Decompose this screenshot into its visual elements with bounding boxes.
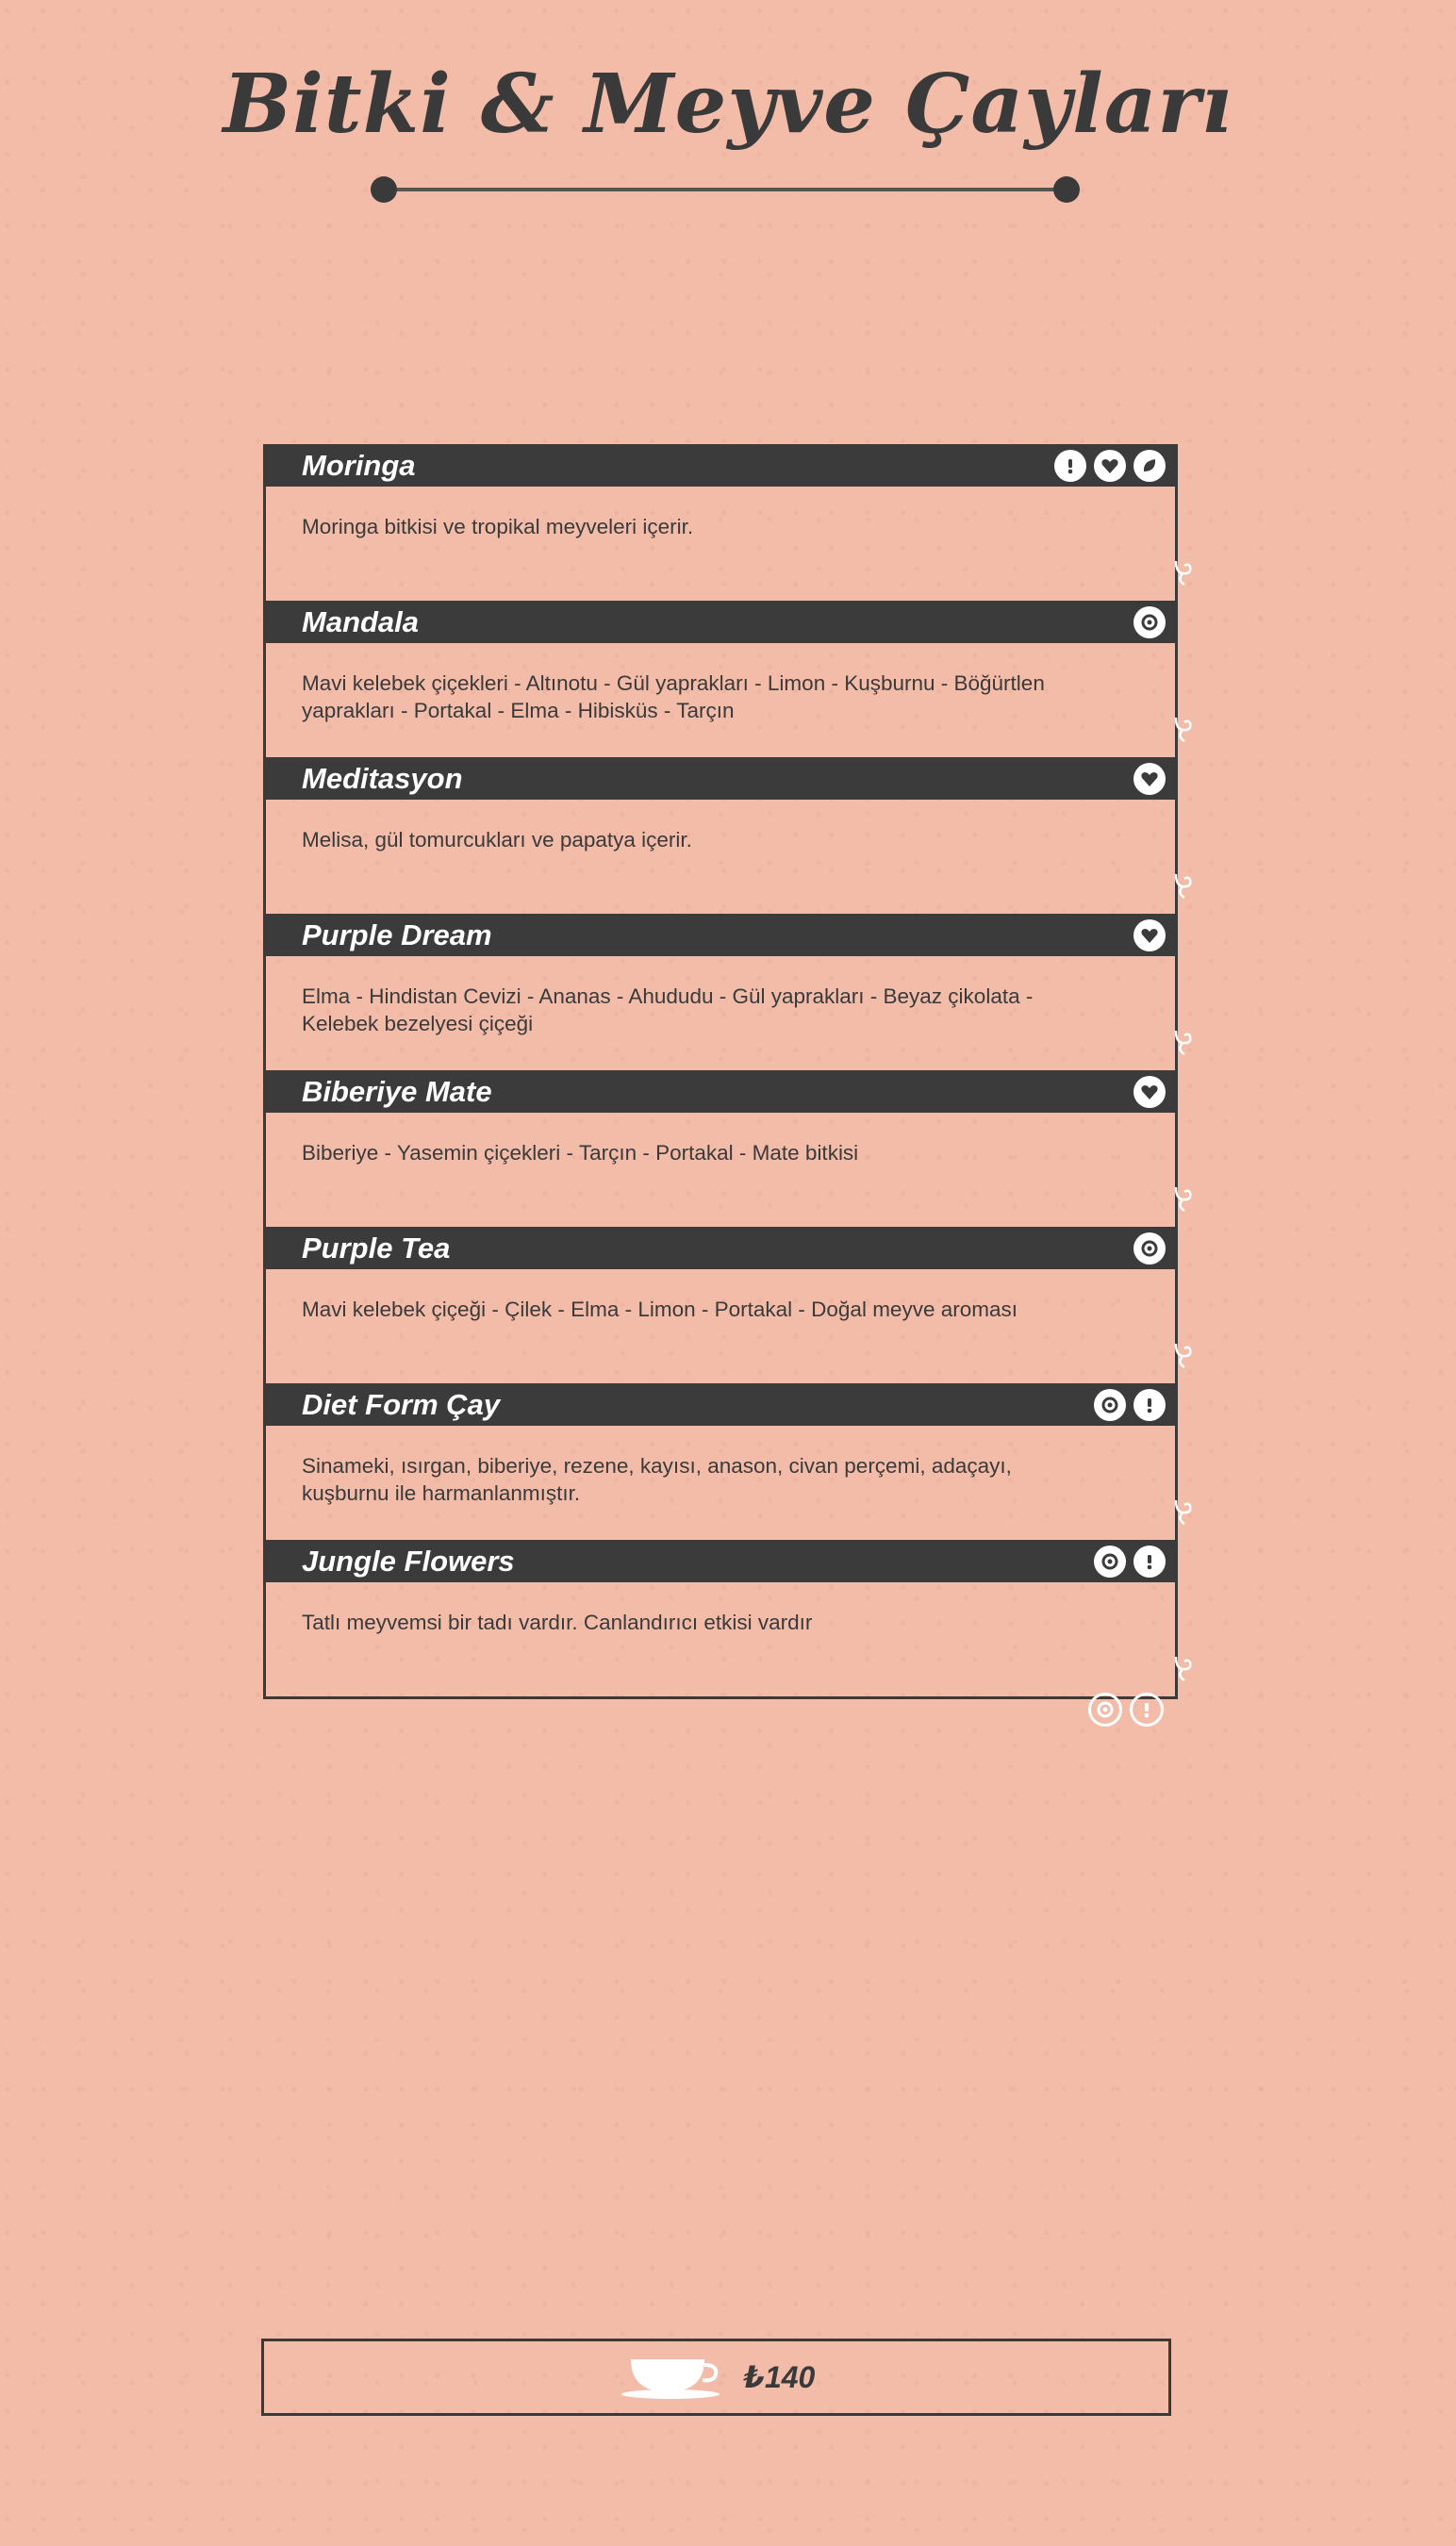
menu-item xyxy=(266,601,1175,757)
menu-item-description: Mavi kelebek çiçeği - Çilek - Elma - Limon - Portakal - Doğal meyve aroması xyxy=(302,1298,1018,1321)
footer-icons xyxy=(1088,1693,1164,1727)
flower-icon xyxy=(1133,1232,1166,1265)
menu-item-name: Mandala xyxy=(302,604,420,638)
menu-item-description: Biberiye - Yasemin çiçekleri - Tarçın - Portakal - Mate bitkisi xyxy=(302,1141,859,1165)
menu-item xyxy=(266,914,1175,1070)
menu-item-header xyxy=(266,914,1175,956)
tea-bag-string-icon xyxy=(1173,1342,1198,1370)
info-icon xyxy=(1133,1389,1166,1421)
menu-item xyxy=(266,1540,1175,1696)
menu-item-header xyxy=(266,757,1175,800)
menu-item-icons xyxy=(1133,1232,1166,1265)
menu-item-header xyxy=(266,444,1175,487)
tea-bag-string-icon xyxy=(1173,1029,1198,1057)
menu-item-description: Elma - Hindistan Cevizi - Ananas - Ahududu - Gül yaprakları - Beyaz çikolata - Kelebek bezelyesi çiçeği xyxy=(302,984,1034,1035)
menu-item-icons xyxy=(1094,1546,1166,1578)
menu-item-name: Jungle Flowers xyxy=(302,1544,515,1578)
menu-item-description: Melisa, gül tomurcukları ve papatya içerir. xyxy=(302,828,692,851)
menu-item-header xyxy=(266,1227,1175,1269)
flower-icon xyxy=(1088,1693,1122,1727)
menu-item xyxy=(266,757,1175,914)
heart-icon xyxy=(1094,450,1126,482)
tea-bag-string-icon xyxy=(1173,559,1198,587)
menu-item-header xyxy=(266,1540,1175,1582)
price-box xyxy=(261,2339,1171,2416)
menu-item-icons xyxy=(1133,919,1166,951)
tea-bag-string-icon xyxy=(1173,872,1198,901)
menu-item xyxy=(266,444,1175,601)
menu-item-description: Sinameki, ısırgan, biberiye, rezene, kayısı, anason, civan perçemi, adaçayı, kuşburnu ile harmanlanmıştır. xyxy=(302,1454,1012,1505)
menu-item-description: Moringa bitkisi ve tropikal meyveleri içerir. xyxy=(302,515,694,538)
flower-icon xyxy=(1094,1546,1126,1578)
menu-item xyxy=(266,1070,1175,1227)
menu-item xyxy=(266,1383,1175,1540)
leaf-icon xyxy=(1133,450,1166,482)
menu-item-name: Moringa xyxy=(302,448,416,482)
menu-item-icons xyxy=(1133,1076,1166,1108)
menu-item-header xyxy=(266,1383,1175,1426)
menu-item-header xyxy=(266,601,1175,643)
teacup-icon xyxy=(618,2356,729,2399)
menu-item-name: Purple Tea xyxy=(302,1231,451,1265)
menu-item-icons xyxy=(1133,763,1166,795)
menu-item-name: Meditasyon xyxy=(302,761,463,795)
info-icon xyxy=(1054,450,1086,482)
menu-item-description: Mavi kelebek çiçekleri - Altınotu - Gül yaprakları - Limon - Kuşburnu - Böğürtlen yaprakları - Portakal - Elma - Hibisküs - Tarçın xyxy=(302,671,1045,722)
heart-icon xyxy=(1133,1076,1166,1108)
tea-bag-string-icon xyxy=(1173,1655,1198,1683)
menu-item-name: Purple Dream xyxy=(302,918,492,951)
tea-bag-string-icon xyxy=(1173,1498,1198,1527)
title-divider xyxy=(370,175,1081,204)
menu-item-name: Biberiye Mate xyxy=(302,1074,492,1108)
tea-bag-string-icon xyxy=(1173,716,1198,744)
menu-item-name: Diet Form Çay xyxy=(302,1387,501,1421)
heart-icon xyxy=(1133,919,1166,951)
menu-item xyxy=(266,1227,1175,1383)
flower-icon xyxy=(1133,606,1166,638)
tea-bag-string-icon xyxy=(1173,1185,1198,1214)
menu-item-icons xyxy=(1094,1389,1166,1421)
tea-menu-list xyxy=(263,444,1178,1699)
page-title: Bitki & Meyve Çayları xyxy=(223,57,1233,152)
menu-item-description: Tatlı meyvemsi bir tadı vardır. Canlandırıcı etkisi vardır xyxy=(302,1611,813,1634)
menu-item-header xyxy=(266,1070,1175,1113)
menu-item-icons xyxy=(1133,606,1166,638)
heart-icon xyxy=(1133,763,1166,795)
info-icon xyxy=(1133,1546,1166,1578)
flower-icon xyxy=(1094,1389,1126,1421)
price-label: ₺140 xyxy=(743,2360,816,2394)
info-icon xyxy=(1130,1693,1164,1727)
menu-item-icons xyxy=(1054,450,1166,482)
